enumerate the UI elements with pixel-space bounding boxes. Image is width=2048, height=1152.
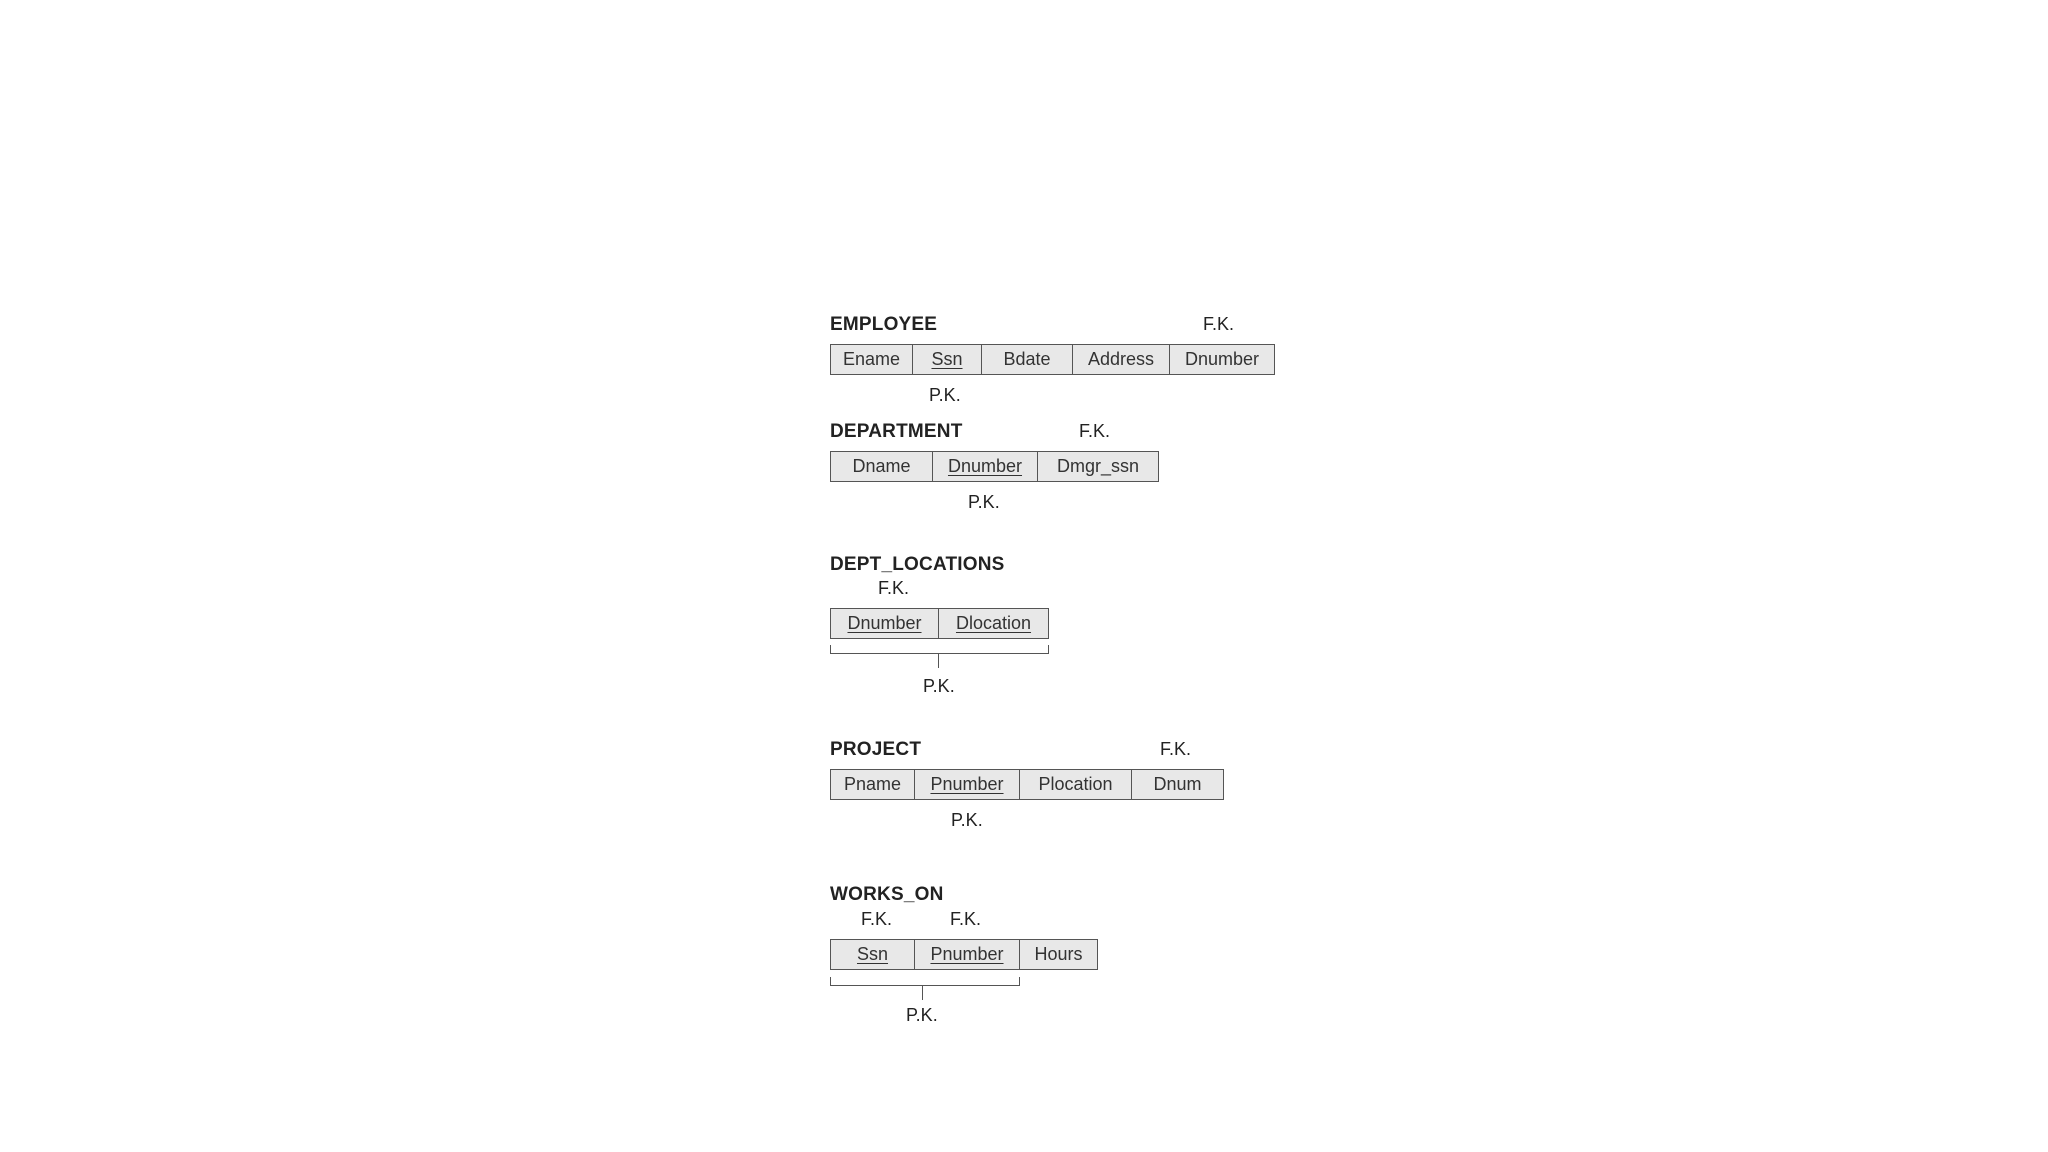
project-attr-pname: Pname [831,770,915,799]
project-attr-pnumber: Pnumber [915,770,1020,799]
works-on-pk-bracket [830,977,1020,986]
project-pk-label: P.K. [951,810,983,830]
dept-locations-pk-label: P.K. [923,676,955,696]
dept-locations-fk-label: F.K. [878,578,910,598]
employee-attr-ssn: Ssn [913,345,982,374]
department-attr-dnumber: Dnumber [933,452,1038,481]
dept-locations-title: DEPT_LOCATIONS [830,554,1005,575]
department-attr-dname: Dname [831,452,933,481]
department-title: DEPARTMENT [830,421,963,442]
dept-locations-pk-bracket [830,645,1049,654]
department-table [830,451,1159,482]
employee-title: EMPLOYEE [830,314,938,335]
department-pk-label: P.K. [968,492,1000,512]
employee-attr-ename: Ename [831,345,913,374]
employee-table [830,344,1275,375]
dept-locations-pk-tick [938,654,939,668]
works-on-pk-tick [922,986,923,1000]
project-attr-dnum: Dnum [1153,774,1202,794]
employee-fk-label: F.K. [1203,314,1235,334]
department-fk-label: F.K. [1079,421,1111,441]
employee-attr-bdate: Bdate [982,345,1073,374]
employee-attr-address: Address [1073,345,1170,374]
works-on-attr-hours: Hours [1034,944,1083,964]
works-on-fk-label-pnumber: F.K. [950,909,982,929]
project-attr-plocation: Plocation [1020,770,1132,799]
works-on-attr-ssn: Ssn [831,940,915,969]
project-title: PROJECT [830,739,922,760]
works-on-fk-label-ssn: F.K. [861,909,893,929]
dept-locations-attr-dnumber: Dnumber [831,609,939,638]
works-on-pk-label: P.K. [906,1005,938,1025]
project-fk-label: F.K. [1160,739,1192,759]
works-on-attr-pnumber: Pnumber [915,940,1020,969]
works-on-table [830,939,1098,970]
dept-locations-table [830,608,1049,639]
department-attr-dmgr-ssn: Dmgr_ssn [1056,456,1140,476]
dept-locations-attr-dlocation: Dlocation [955,613,1032,633]
project-table [830,769,1224,800]
works-on-title: WORKS_ON [830,884,944,905]
employee-pk-label: P.K. [929,385,961,405]
employee-attr-dnumber: Dnumber [1184,349,1260,369]
